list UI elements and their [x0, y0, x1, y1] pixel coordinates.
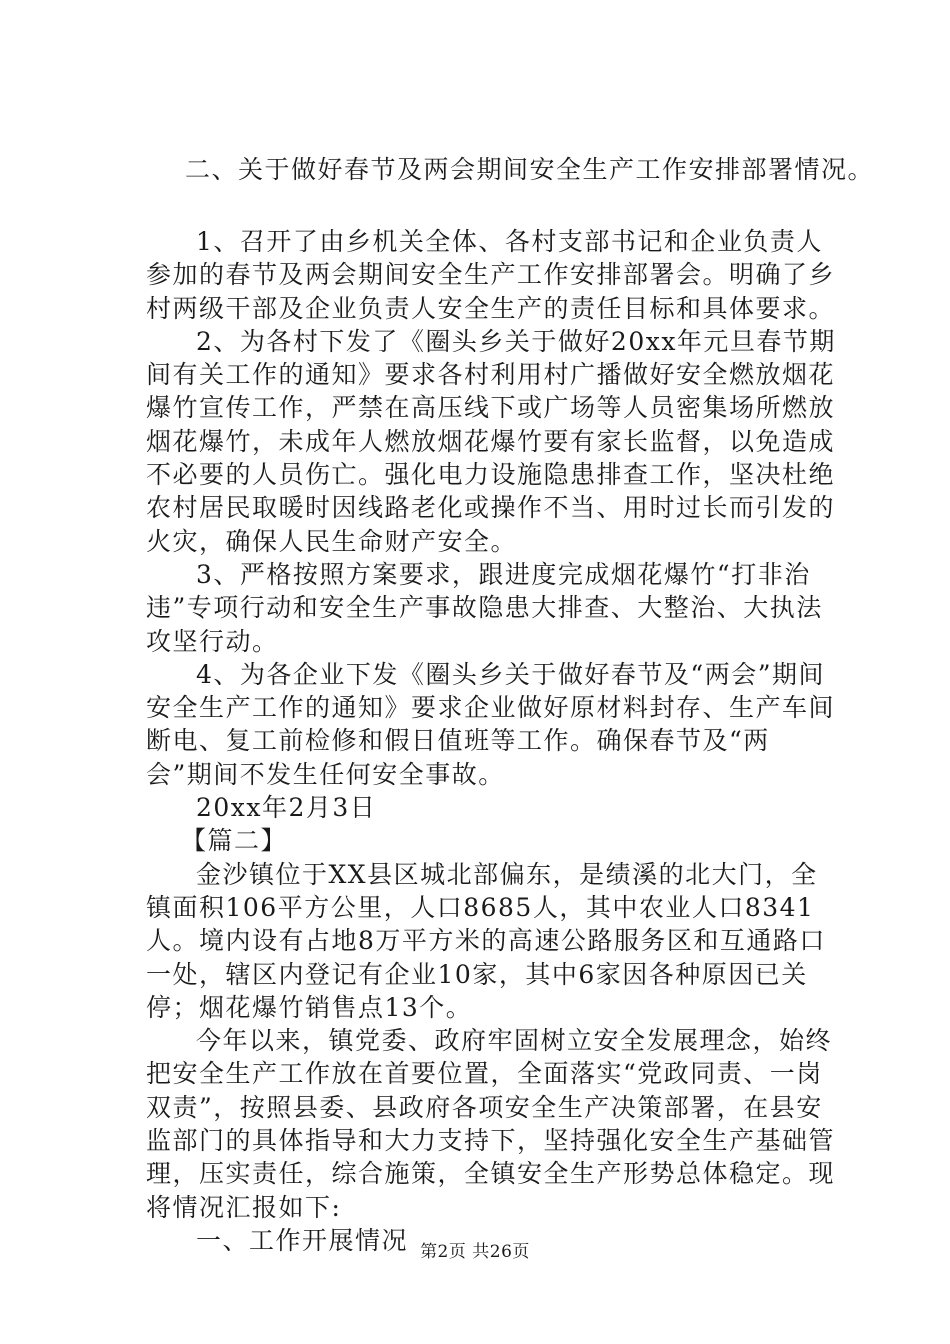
paragraph-item-4: 4、为各企业下发《圈头乡关于做好春节及“两会”期间安全生产工作的通知》要求企业做好原材料封存、生产车间断电、复工前检修和假日值班等工作。确保春节及“两会”期间不发生任何安全事故。 [146, 659, 836, 789]
paragraph-town-overview: 金沙镇位于XX县区城北部偏东，是绩溪的北大门，全镇面积106平方公里，人口8685人，其中农业人口8341人。境内设有占地8万平方米的高速公路服务区和互通路口一处，辖区内登记有企业10家，其中6家因各种原因已关停；烟花爆竹销售点13个。 [146, 859, 826, 1022]
date-line: 20xx年2月3日 [196, 793, 377, 823]
paragraph-item-2: 2、为各村下发了《圈头乡关于做好20xx年元旦春节期间有关工作的通知》要求各村利用村广播做好安全燃放烟花爆竹宣传工作，严禁在高压线下或广场等人员密集场所燃放烟花爆竹，未成年人燃放烟花爆竹要有家长监督，以免造成不必要的人员伤亡。强化电力设施隐患排查工作，坚决杜绝农村居民取暖时因线路老化或操作不当、用时过长而引发的火灾，确保人民生命财产安全。 [146, 326, 836, 556]
section-heading: 二、关于做好春节及两会期间安全生产工作安排部署情况。 [185, 155, 875, 184]
subheading-work-status: 一、工作开展情况 [196, 1225, 409, 1255]
section-title-part-two: 【篇二】 [181, 826, 288, 856]
page-number-footer: 第2页 共26页 [420, 1242, 530, 1262]
paragraph-safety-summary: 今年以来，镇党委、政府牢固树立安全发展理念，始终把安全生产工作放在首要位置，全面落实“党政同责、一岗双责”，按照县委、县政府各项安全生产决策部署，在县安监部门的具体指导和大力支持下，坚持强化安全生产基础管理，压实责任，综合施策，全镇安全生产形势总体稳定。现将情况汇报如下: [146, 1026, 836, 1222]
paragraph-item-1: 1、召开了由乡机关全体、各村支部书记和企业负责人参加的春节及两会期间安全生产工作安排部署会。明确了乡村两级干部及企业负责人安全生产的责任目标和具体要求。 [146, 227, 836, 323]
paragraph-item-3: 3、严格按照方案要求，跟进度完成烟花爆竹“打非治违”专项行动和安全生产事故隐患大排查、大整治、大执法攻坚行动。 [146, 559, 823, 656]
document-body [146, 225, 836, 1257]
